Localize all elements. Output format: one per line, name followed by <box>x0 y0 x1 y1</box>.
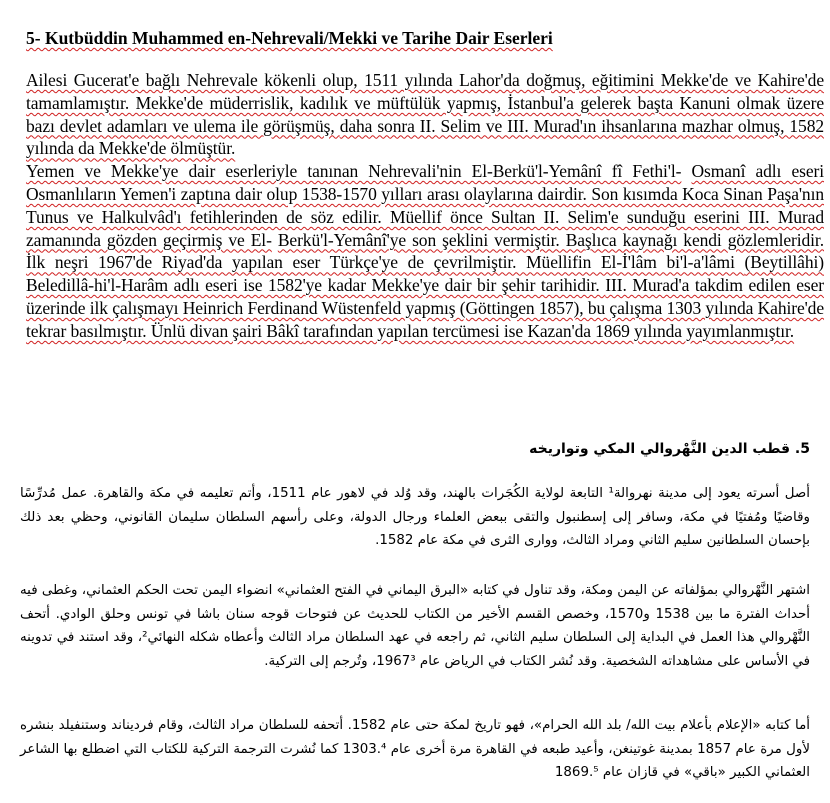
arabic-section-title: 5. قطب الدين النَّهْروالي المكي وتواريخه <box>529 441 810 457</box>
turkish-p2-line-5: Berkü'l-Yemânî'ye son şeklini vermiştir. Başlıca kaynağı kendi gözlemleridir. İlk neşri <box>26 229 824 273</box>
turkish-body <box>26 69 824 343</box>
arabic-paragraph-3: أما كتابه «الإعلام بأعلام بيت الله/ بلد الله الحرام»، فهو تاريخ لمكة حتى عام 1582. أتحفه للسلطان مراد الثالث، وقام فرديناند وستنفيلد بنشره لأول مرة عام 1857 بمدينة غوتينغن، وأعيد طبعه في القاهرة مرة أخرى عام 1303.⁴ كما نُشرت الترجمة التركية للكتاب التي اضطلع بها الشاعر العثماني الكبير «باقي» في قازان عام 1869.⁵ <box>20 718 810 780</box>
turkish-p2-line-7: (Beytillâhi) Beledillâ-hi'l-Harâm adlı eseri ise 1582'ye kadar Mekke'ye dair bir şehir tarihidir. <box>26 252 824 296</box>
turkish-p1-line-5: ölmüştür. <box>170 138 236 159</box>
turkish-p2-line-3: dairdir. Son kısımda Koca Sinan Paşa'nın Tunus ve Halkulvâd'ı fetihlerinden de söz edilir. <box>26 183 824 227</box>
turkish-p2-line-8: III. Murad'a takdim edilen eser üzerinde ilk çalışmayı Heinrich Ferdinand Wüstenfeld yapmış <box>26 275 824 318</box>
turkish-p2-line-6: 1967'de Riyad'da yapılan eser Türkçe'ye de çevrilmiştir. Müellifin El-İ'lâm bi'l-a'lâmi <box>98 252 745 273</box>
turkish-paragraph-1 <box>26 69 824 160</box>
turkish-paragraph-2 <box>26 160 824 342</box>
arabic-paragraph-1: أصل أسرته يعود إلى مدينة نهروالة¹ التابعة لولاية الكُجَرات بالهند، وقد وُلد في لاهور عام 1511، وأتم تعليمه في مكة والقاهرة. عمل مُدرِّسًا وقاضيًا ومُفتيًا في مكة، وسافر إلى إسطنبول والتقى ببعض العلماء ورجال الدولة، وعلى رأسهم السلطان سليمان القانوني، وحظي بعد ذلك بإحسان السلطانين سليم الثاني ومراد الثالث، ووارى الثرى في مكة عام 1582. <box>20 486 810 548</box>
turkish-p1-line-4: daha sonra II. Selim ve III. Murad'ın ihsanlarına mazhar olmuş, 1582 yılında da Mekke'de <box>26 115 824 159</box>
turkish-p1-line-2: Mekke'de ve Kahire'de tamamlamıştır. Mekke'de müderrislik, kadılık ve müftülük yapmış, <box>26 70 825 113</box>
turkish-p1-line-1: Ailesi Gucerat'e bağlı Nehrevale kökenli olup, 1511 yılında Lahor'da doğmuş, eğitimini <box>26 70 661 90</box>
turkish-p2-line-4: Müellif önce Sultan II. Selim'e sunduğu eserini III. Murad zamanında gözden geçirmiş ve El- <box>26 206 824 250</box>
turkish-p2-line-9: (Göttingen 1857), bu çalışma 1303 yılında Kahire'de tekrar basılmıştır. Ünlü divan şairi Bâkî <box>26 297 825 341</box>
turkish-p1-line-3: İstanbul'a gelerek başta Kanuni olmak üzere bazı devlet adamları ve ulema ile görüşmüş, <box>26 92 824 136</box>
turkish-p2-line-10: tarafından yapılan tercümesi ise Kazan'da 1869 yılında yayımlanmıştır. <box>303 320 795 341</box>
turkish-p2-line-1: Yemen ve Mekke'ye dair eserleriyle tanınan Nehrevali'nin El-Berkü'l-Yemânî fî Fethi'l- <box>26 161 682 182</box>
turkish-section-title <box>26 27 816 49</box>
arabic-paragraph-2: اشتهر النَّهْروالي بمؤلفاته عن اليمن ومكة، وقد تناول في كتابه «البرق اليماني في الفتح العثماني» انضواء اليمن تحت الحكم العثماني، وغطى فيه أحداث الفترة ما بين 1538 و1570، وخصص القسم الأخير من الكتاب للحديث عن فتوحات قوجه سنان باشا في تونس وحلق الوادي. أتحف النَّهْروالي هذا العمل في البداية إلى السلطان سليم الثاني، ثم راجعه في عهد السلطان مراد الثالث وأعطاه شكله النهائي²، وقد استند في تدوينه في الأساس على مشاهداته الشخصية. وقد نُشر الكتاب في الرياض عام 1967³، وتُرجم إلى التركية. <box>20 583 810 669</box>
turkish-title-text: 5- Kutbüddin Muhammed en-Nehrevali/Mekki ve Tarihe Dair Eserleri <box>26 28 553 48</box>
turkish-p2-line-2: Osmanî adlı eseri Osmanlıların Yemen'i zaptına dair olup 1538-1570 yılları arası olaylarına <box>26 161 824 204</box>
